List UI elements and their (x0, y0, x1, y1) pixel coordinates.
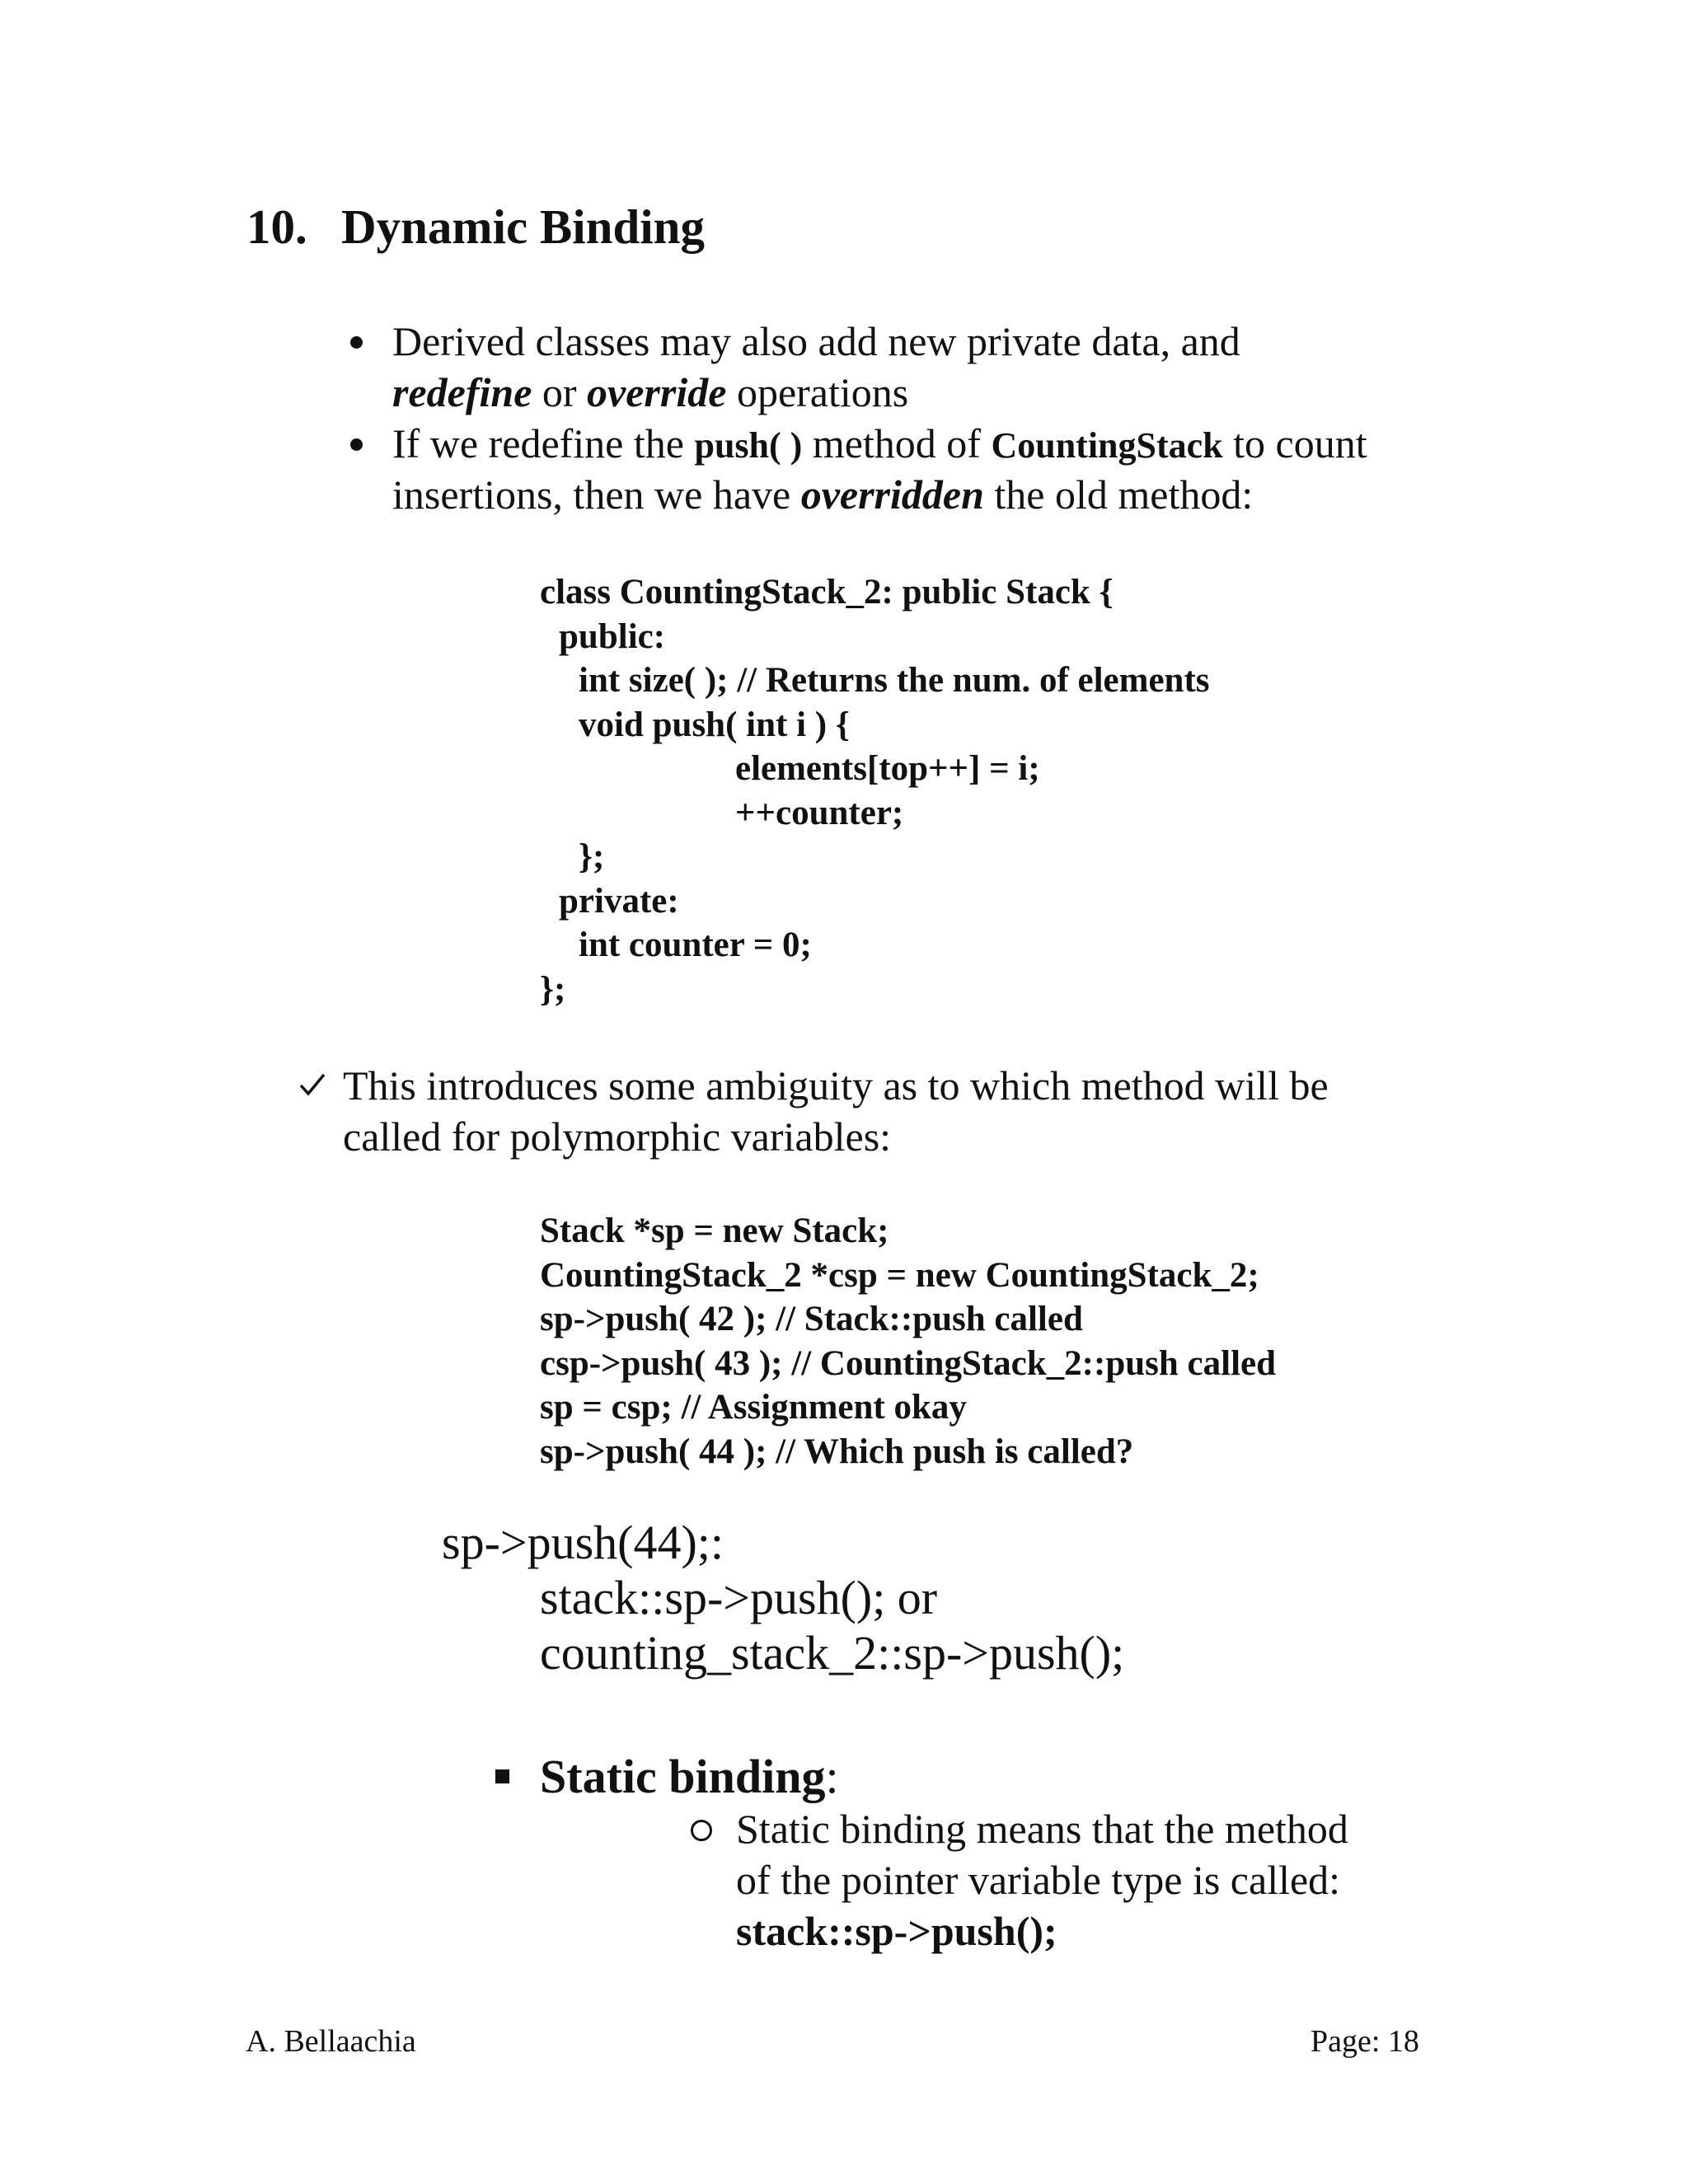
section-number: 10. (246, 199, 307, 254)
text-part2: method of (802, 420, 992, 466)
code-line: sp->push( 44 ); // Which push is called? (540, 1432, 1134, 1471)
circle-bullet-icon (691, 1820, 712, 1841)
text-line2b: the old method: (983, 471, 1254, 518)
redefine-term: redefine (392, 369, 532, 415)
text-or: or (532, 369, 588, 415)
square-bullet-icon (495, 1769, 509, 1783)
text-line2a: insertions, then we have (392, 471, 801, 518)
bullet1-line1: Derived classes may also add new private data, and (392, 318, 1240, 364)
override-term: override (587, 369, 727, 415)
code-line: sp->push( 42 ); // Stack::push called (540, 1300, 1083, 1338)
heading-colon: : (825, 1750, 839, 1803)
code-line: ++counter; (735, 794, 904, 832)
code-line: void push( int i ) { (579, 705, 850, 744)
question-line2: stack::sp->push(); or (540, 1571, 938, 1624)
bullet-dot-icon (350, 438, 363, 451)
code-line: CountingStack_2 *csp = new CountingStack_2; (540, 1256, 1259, 1295)
bullet2-line2 (392, 469, 1253, 520)
bullet1-line2 (392, 367, 908, 418)
static-binding-title: Static binding (540, 1750, 826, 1803)
bullet2-line1 (392, 418, 1367, 471)
code-line: }; (579, 837, 605, 876)
code-line: class CountingStack_2: public Stack { (540, 573, 1114, 612)
question-line1: sp->push(44);: (442, 1516, 724, 1569)
static-binding-heading (540, 1749, 839, 1804)
push-method: push( ) (694, 425, 803, 466)
code-line: int size( ); // Returns the num. of elements (579, 661, 1210, 700)
overridden-term: overridden (800, 471, 984, 518)
code-line: Stack *sp = new Stack; (540, 1212, 889, 1250)
code-line: csp->push( 43 ); // CountingStack_2::push called (540, 1344, 1277, 1383)
static-line3: stack::sp->push(); (736, 1908, 1057, 1954)
code-line: elements[top++] = i; (735, 749, 1040, 788)
code-line: public: (559, 617, 666, 656)
question-line3: counting_stack_2::sp->push(); (540, 1626, 1125, 1680)
text-part3: to count (1222, 420, 1367, 466)
code-line: private: (559, 882, 679, 921)
text-operations: operations (726, 369, 909, 415)
bullet-dot-icon (350, 336, 363, 349)
text-part1: If we redefine the (392, 420, 695, 466)
code-line: int counter = 0; (579, 926, 812, 964)
footer-author: A. Bellaachia (246, 2024, 416, 2059)
static-line1: Static binding means that the method (736, 1806, 1348, 1852)
code-line: sp = csp; // Assignment okay (540, 1388, 967, 1427)
note-line1: This introduces some ambiguity as to which method will be (343, 1062, 1329, 1108)
static-line2: of the pointer variable type is called: (736, 1857, 1341, 1903)
check-icon (298, 1071, 326, 1098)
section-title: Dynamic Binding (341, 199, 705, 254)
note-line2: called for polymorphic variables: (343, 1113, 892, 1160)
code-line: }; (540, 970, 566, 1009)
footer-page-number: Page: 18 (1311, 2024, 1419, 2059)
counting-stack-class: CountingStack (991, 425, 1223, 466)
